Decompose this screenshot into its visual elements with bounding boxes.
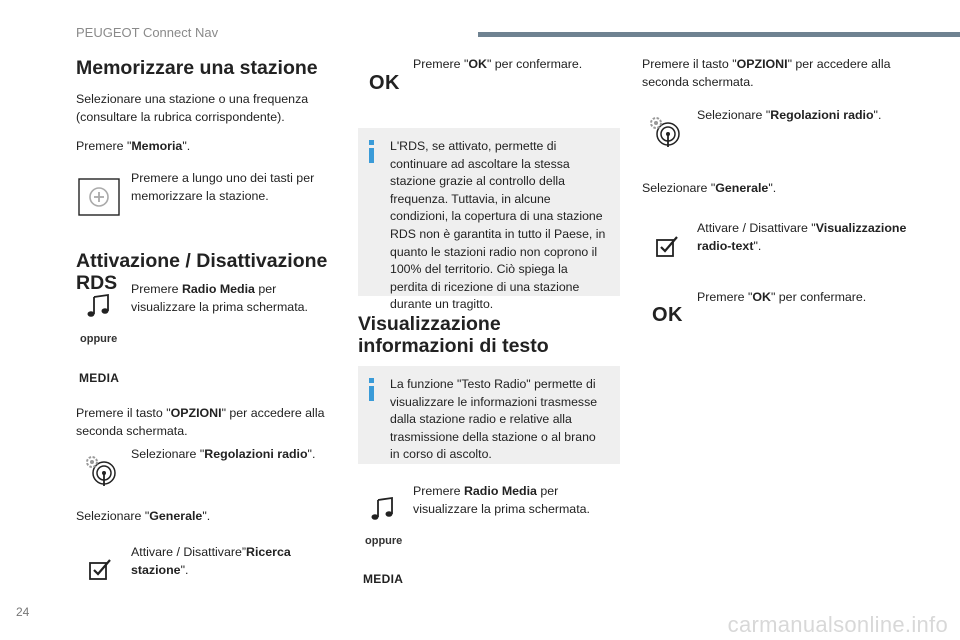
heading-visualizzazione: Visualizzazione informazioni di testo	[358, 313, 549, 357]
paragraph-generale: Selezionare "Generale".	[76, 509, 211, 523]
radio-settings-icon	[648, 114, 682, 148]
media-button-label-2: MEDIA	[363, 572, 404, 586]
paragraph-generale-2: Selezionare "Generale".	[642, 181, 777, 195]
oppure-label-2: oppure	[365, 535, 403, 547]
info-note-testo-radio: La funzione "Testo Radio" permette di visualizzare le informazioni trasmesse dalla stazione radio e relative alla trasmissione della stazione o al brano in corso di ascolto.	[358, 366, 620, 464]
paragraph-press-ok: Premere "OK" per confermare.	[413, 57, 583, 71]
music-note-icon	[370, 496, 396, 522]
paragraph-regolazioni: Selezionare "Regolazioni radio".	[131, 447, 316, 461]
checkbox-icon	[88, 557, 114, 583]
plus-box-icon	[78, 178, 120, 216]
info-icon	[368, 378, 376, 402]
ok-button-label: OK	[369, 72, 400, 94]
page-number: 24	[16, 605, 30, 619]
manual-title: PEUGEOT Connect Nav	[76, 25, 219, 40]
paragraph-press-ok-2: Premere "OK" per confermare.	[697, 290, 867, 304]
ok-button-label-2: OK	[652, 304, 683, 326]
paragraph-radio-media-2: Premere Radio Media per visualizzare la prima schermata.	[413, 484, 590, 516]
oppure-label: oppure	[80, 333, 118, 345]
paragraph-select-station: Selezionare una stazione o una frequenza (consultare la rubrica corrispondente).	[76, 92, 309, 124]
music-note-icon	[86, 293, 112, 319]
paragraph-ricerca-stazione: Attivare / Disattivare”Ricerca stazione".	[131, 545, 291, 577]
checkbox-icon	[655, 234, 681, 260]
radio-settings-icon	[84, 453, 118, 487]
paragraph-press-memoria: Premere "Memoria".	[76, 139, 191, 153]
watermark: carmanualsonline.info	[727, 612, 948, 637]
heading-rds: Attivazione / Disattivazione RDS	[76, 250, 328, 294]
paragraph-regolazioni-2: Selezionare "Regolazioni radio".	[697, 108, 882, 122]
info-note-rds: L'RDS, se attivato, permette di continuare ad ascoltare la stessa stazione grazie al controllo della frequenza. Tuttavia, in alcune condizioni, la copertura di una stazione RDS non è garantita in tutto il Paese, in quanto le stazioni radio non coprono il 100% del territorio. Ciò spiega la perdita di ricezione di una stazione durante un tragitto.	[358, 128, 620, 296]
heading-memorizzare: Memorizzare una stazione	[76, 57, 318, 79]
info-icon	[368, 140, 376, 164]
paragraph-long-press: Premere a lungo uno dei tasti per memorizzare la stazione.	[131, 171, 315, 203]
paragraph-radio-media: Premere Radio Media per visualizzare la prima schermata.	[131, 282, 308, 314]
paragraph-opzioni: Premere il tasto "OPZIONI" per accedere alla seconda schermata.	[76, 406, 325, 438]
media-button-label: MEDIA	[79, 371, 120, 385]
paragraph-radio-text: Attivare / Disattivare "Visualizzazione radio-text".	[697, 221, 907, 253]
header-accent-bar	[478, 32, 960, 37]
paragraph-opzioni-2: Premere il tasto "OPZIONI" per accedere alla seconda schermata.	[642, 57, 891, 89]
